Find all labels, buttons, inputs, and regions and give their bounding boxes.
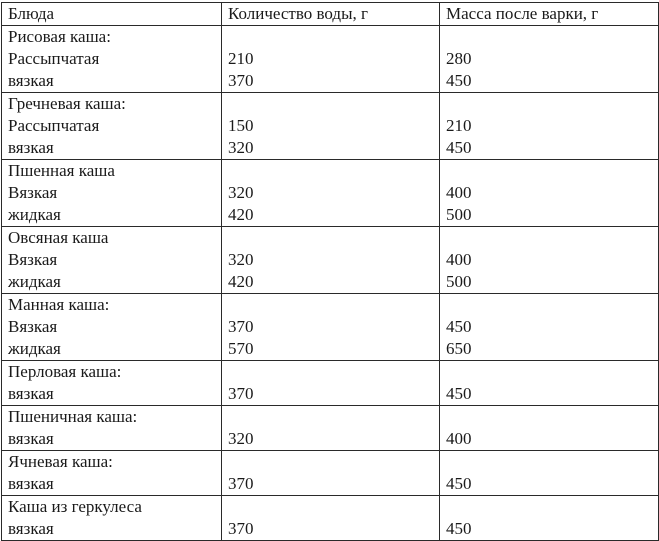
water-value: 320 (228, 138, 254, 157)
dish-variant: Вязкая (8, 183, 58, 202)
dish-variant: вязкая (8, 384, 54, 403)
dish-variant: вязкая (8, 474, 54, 493)
water-value: 570 (228, 339, 254, 358)
dish-cell (2, 160, 222, 227)
table-row (2, 93, 659, 160)
dish-variant: вязкая (8, 519, 54, 538)
mass-value: 400 (446, 183, 472, 202)
table-row (2, 294, 659, 361)
mass-value: 650 (446, 339, 472, 358)
mass-value: 450 (446, 474, 472, 493)
dish-cell (2, 26, 222, 93)
mass-value: 280 (446, 49, 472, 68)
water-cell (222, 227, 440, 294)
header-dish: Блюда (2, 3, 222, 26)
mass-value: 500 (446, 272, 472, 291)
dish-variant: вязкая (8, 71, 54, 90)
mass-cell (440, 406, 659, 451)
water-cell (222, 361, 440, 406)
header-row (2, 3, 659, 26)
mass-value: 450 (446, 317, 472, 336)
mass-value: 500 (446, 205, 472, 224)
water-value: 210 (228, 49, 254, 68)
mass-value: 450 (446, 384, 472, 403)
water-value: 150 (228, 116, 254, 135)
dish-variant: жидкая (8, 272, 61, 291)
water-value: 420 (228, 205, 254, 224)
dish-name: Рисовая каша: (8, 27, 111, 46)
dish-cell (2, 361, 222, 406)
mass-cell (440, 227, 659, 294)
porridge-table (1, 2, 659, 541)
water-cell (222, 26, 440, 93)
dish-name: Перловая каша: (8, 362, 122, 381)
mass-value: 400 (446, 250, 472, 269)
mass-cell (440, 294, 659, 361)
water-cell (222, 160, 440, 227)
water-value: 320 (228, 429, 254, 448)
water-value: 370 (228, 71, 254, 90)
dish-cell (2, 451, 222, 496)
water-value: 370 (228, 519, 254, 538)
mass-cell (440, 26, 659, 93)
water-value: 320 (228, 250, 254, 269)
water-value: 370 (228, 474, 254, 493)
dish-name: Овсяная каша (8, 228, 109, 247)
mass-cell (440, 451, 659, 496)
dish-cell (2, 227, 222, 294)
mass-value: 400 (446, 429, 472, 448)
header-mass: Масса после варки, г (440, 3, 659, 26)
mass-cell (440, 93, 659, 160)
table-row (2, 361, 659, 406)
dish-name: Пшеничная каша: (8, 407, 138, 426)
water-cell (222, 451, 440, 496)
dish-name: Ячневая каша: (8, 452, 113, 471)
dish-variant: Вязкая (8, 250, 58, 269)
dish-variant: жидкая (8, 205, 61, 224)
water-value: 320 (228, 183, 254, 202)
table-row (2, 406, 659, 451)
dish-variant: вязкая (8, 138, 54, 157)
mass-cell (440, 160, 659, 227)
dish-cell (2, 496, 222, 541)
water-cell (222, 406, 440, 451)
water-value: 420 (228, 272, 254, 291)
header-water: Количество воды, г (222, 3, 440, 26)
mass-value: 450 (446, 71, 472, 90)
mass-value: 210 (446, 116, 472, 135)
table-row (2, 227, 659, 294)
dish-variant: жидкая (8, 339, 61, 358)
water-value: 370 (228, 384, 254, 403)
water-cell (222, 93, 440, 160)
table-row (2, 496, 659, 541)
mass-cell (440, 496, 659, 541)
table-row (2, 26, 659, 93)
dish-variant: Вязкая (8, 317, 58, 336)
dish-cell (2, 406, 222, 451)
dish-name: Гречневая каша: (8, 94, 126, 113)
table-row (2, 160, 659, 227)
dish-variant: Рассыпчатая (8, 49, 100, 68)
mass-value: 450 (446, 519, 472, 538)
water-cell (222, 496, 440, 541)
mass-cell (440, 361, 659, 406)
dish-name: Каша из геркулеса (8, 497, 142, 516)
mass-value: 450 (446, 138, 472, 157)
dish-cell (2, 294, 222, 361)
dish-variant: вязкая (8, 429, 54, 448)
dish-variant: Рассыпчатая (8, 116, 100, 135)
dish-name: Манная каша: (8, 295, 110, 314)
table-row (2, 451, 659, 496)
dish-name: Пшенная каша (8, 161, 115, 180)
water-value: 370 (228, 317, 254, 336)
water-cell (222, 294, 440, 361)
dish-cell (2, 93, 222, 160)
